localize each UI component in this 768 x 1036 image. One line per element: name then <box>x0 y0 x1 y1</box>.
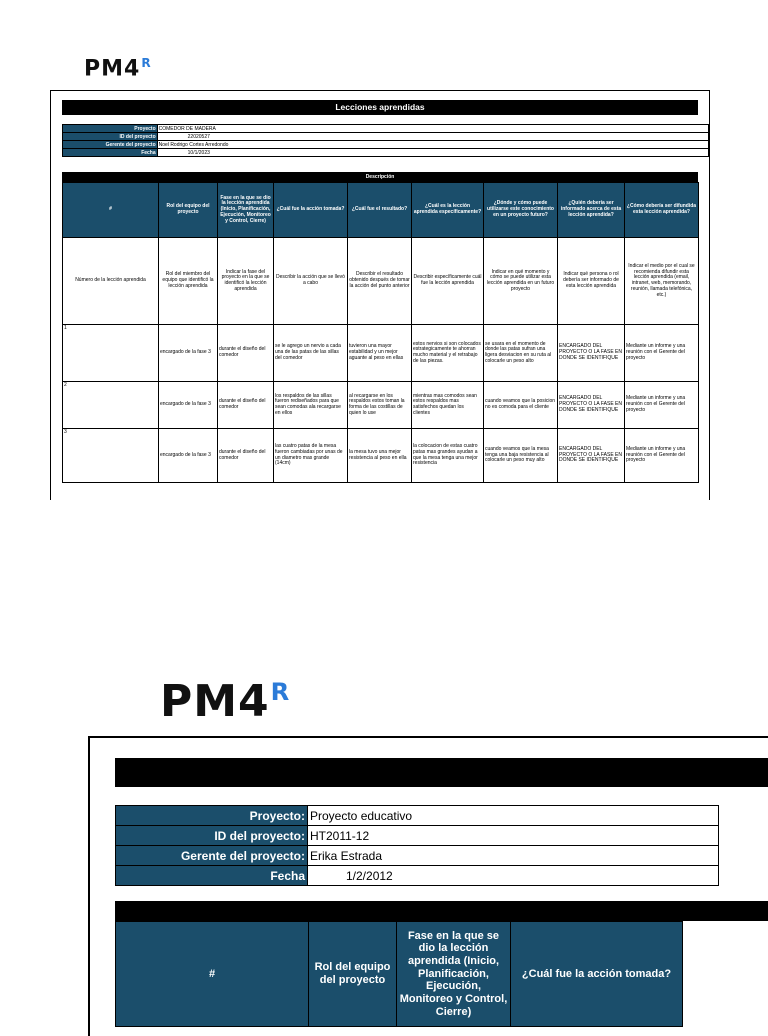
info-value: 22020527 <box>157 133 708 141</box>
column-header: ¿Cuál fue la acción tomada? <box>274 183 348 238</box>
table-cell: se le agrego un nervio a cada una de las patas de las sillas del comedor <box>274 325 348 382</box>
table-cell: Mediante un informe y una reunión con el Gerente del proyecto <box>625 429 699 483</box>
lessons-learned-page-zoomed <box>88 736 768 1036</box>
table-cell: durante el diseño del comedor <box>218 325 274 382</box>
table-cell: ENCARGADO DEL PROYECTO O LA FASE EN DONDE SE IDENTIFIQUE <box>558 429 625 483</box>
table-cell: la mesa tuvo una mejor resistencia al peso en ella <box>348 429 412 483</box>
lesson-number: 1 <box>63 325 159 382</box>
page-title-bar <box>115 758 768 787</box>
description-header: Descripción <box>62 172 698 182</box>
table-cell: Indicar en qué momento y cómo se puede utilizar esta lección aprendida en un futuro proyecto <box>484 238 558 325</box>
info-value: Erika Estrada <box>308 846 719 866</box>
info-value: 1/2/2012 <box>308 866 719 886</box>
table-cell: durante el diseño del comedor <box>218 382 274 429</box>
column-header: # <box>116 922 309 1027</box>
table-cell: ENCARGADO DEL PROYECTO O LA FASE EN DONDE SE IDENTIFIQUE <box>558 325 625 382</box>
column-header: Fase en la que se dio la lección aprendida (Inicio, Planificación, Ejecución, Monitoreo y Control, Cierre) <box>397 922 511 1027</box>
lessons-table <box>115 921 683 1027</box>
explanation-row <box>63 238 699 325</box>
lessons-learned-page <box>50 90 710 500</box>
project-info-table <box>115 805 719 886</box>
column-header: ¿Quién debería ser informado acerca de esta lección aprendida? <box>558 183 625 238</box>
info-row <box>63 149 709 157</box>
table-cell: al recargarse en los respaldos estos toman la forma de las costillas de quien lo use <box>348 382 412 429</box>
column-header: Fase en la que se dio la lección aprendida (Inicio, Planificación, Ejecución, Monitoreo y Control, Cierre) <box>218 183 274 238</box>
pm4r-logo: $PM4^R$ <box>84 56 152 82</box>
info-row <box>116 846 719 866</box>
page-title: Lecciones aprendidas <box>62 100 698 115</box>
table-cell: Describir específicamente cuál fue la lección aprendida <box>412 238 484 325</box>
table-cell: encargado de la fase 3 <box>159 325 218 382</box>
info-label: Fecha <box>116 866 308 886</box>
table-header-row <box>63 183 699 238</box>
info-label: Gerente del proyecto: <box>116 846 308 866</box>
info-row <box>63 141 709 149</box>
column-header: Rol del equipo del proyecto <box>159 183 218 238</box>
lesson-number: 2 <box>63 382 159 429</box>
column-header: ¿Cuál fue el resultado? <box>348 183 412 238</box>
table-row <box>63 382 699 429</box>
table-cell: Describir el resultado obtenido después de tomar la acción del punto anterior <box>348 238 412 325</box>
table-cell: durante el diseño del comedor <box>218 429 274 483</box>
column-header: Rol del equipo del proyecto <box>309 922 397 1027</box>
table-cell: las cuatro patas de la mesa fueron cambiadas por unas de un diametro mas grande (14cm) <box>274 429 348 483</box>
info-row <box>116 806 719 826</box>
table-cell: los respaldos de las sillas fueron rediseñados para que sean comodas ala recargarse en ellos <box>274 382 348 429</box>
info-row <box>116 866 719 886</box>
table-cell: cuando veamos que la posicion no es comoda para el cliente <box>484 382 558 429</box>
info-label: ID del proyecto: <box>116 826 308 846</box>
table-header-row <box>116 922 683 1027</box>
column-header: ¿Cuál fue la acción tomada? <box>511 922 683 1027</box>
table-cell: Mediante un informe y una reunión con el Gerente del proyecto <box>625 382 699 429</box>
info-value: Noel Rodrigo Cortes Arredondo <box>157 141 708 149</box>
table-row <box>63 429 699 483</box>
table-cell: tuvieron una mayor estabilidad y un mejor aguante al peso en ellas <box>348 325 412 382</box>
info-label: Gerente del proyecto <box>63 141 158 149</box>
column-header: # <box>63 183 159 238</box>
info-value: COMEDOR DE MADERA <box>157 125 708 133</box>
info-value: HT2011-12 <box>308 826 719 846</box>
table-cell: mientras mas comodos sean estos respaldos mas satisfechos quedan los clientes <box>412 382 484 429</box>
info-value: Proyecto educativo <box>308 806 719 826</box>
info-label: Fecha <box>63 149 158 157</box>
info-row <box>63 125 709 133</box>
column-header: ¿Dónde y cómo puede utilizarse este conocimiento en un proyecto futuro? <box>484 183 558 238</box>
table-cell: la colocacion de estas cuatro patas mas grandes ayudan a que la mesa tenga una mejor resistencia <box>412 429 484 483</box>
info-label: ID del proyecto <box>63 133 158 141</box>
table-cell: estos nervios si son colocados estrategicamente te ahorran mucho material y el retrabajo de las piezas. <box>412 325 484 382</box>
info-row <box>116 826 719 846</box>
table-cell: encargado de la fase 3 <box>159 429 218 483</box>
lesson-number: 3 <box>63 429 159 483</box>
info-label: Proyecto <box>63 125 158 133</box>
description-header-bar <box>115 901 768 921</box>
table-cell: encargado de la fase 3 <box>159 382 218 429</box>
table-cell: Rol del miembro del equipo que identificó la lección aprendida <box>159 238 218 325</box>
info-row <box>63 133 709 141</box>
column-header: ¿Cómo debería ser difundida esta lección aprendida? <box>625 183 699 238</box>
lessons-table <box>62 182 699 483</box>
table-cell: cuando veamos que la mesa tenga una baja resistencia al colocarle un peso muy alto <box>484 429 558 483</box>
table-cell: ENCARGADO DEL PROYECTO O LA FASE EN DONDE SE IDENTIFIQUE <box>558 382 625 429</box>
table-cell: Indicar qué persona o rol debería ser informado de esta lección aprendida <box>558 238 625 325</box>
table-cell: Indicar la fase del proyecto en la que se identificó la lección aprendida <box>218 238 274 325</box>
table-cell: Mediante un informe y una reunión con el Gerente del proyecto <box>625 325 699 382</box>
info-label: Proyecto: <box>116 806 308 826</box>
column-header: ¿Cuál es la lección aprendida específicamente? <box>412 183 484 238</box>
info-value: 10/1/2023 <box>157 149 708 157</box>
table-cell: se usara en el momento de donde las patas sufran una ligera desviacion en su ruta al colocarle un peso alto <box>484 325 558 382</box>
table-cell: Describir la acción que se llevó a cabo <box>274 238 348 325</box>
table-cell: Indicar el medio por el cual se recomienda difundir esta lección aprendida (email, intranet, web, memorando, reunión, llamada telefónica, etc.) <box>625 238 699 325</box>
project-info-table <box>62 124 709 157</box>
pm4r-logo: $PM4^R$ <box>160 676 291 727</box>
table-row <box>63 325 699 382</box>
table-cell: Número de la lección aprendida <box>63 238 159 325</box>
